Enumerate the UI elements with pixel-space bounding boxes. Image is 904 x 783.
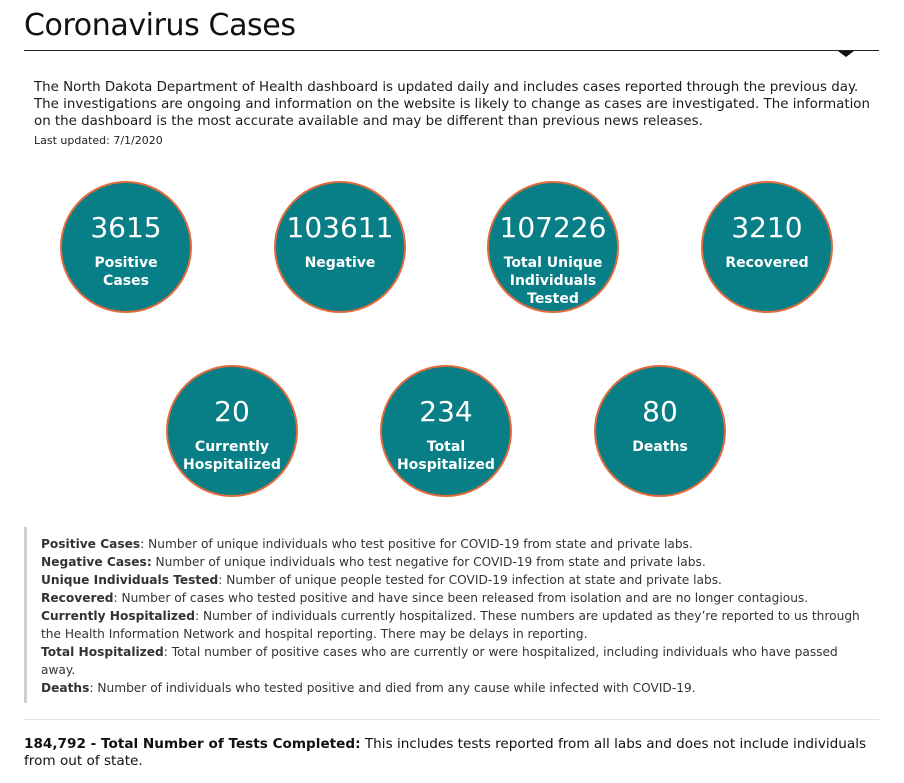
stat-positive-cases [60,181,192,313]
definition-text: : Number of individuals who tested positive and died from any cause while infected with COVID-19. [89,681,696,695]
stat-value: 3615 [90,211,162,244]
total-tests-label: 184,792 - Total Number of Tests Completed: [24,736,361,752]
stat-label: Deaths [632,439,688,455]
stat-value: 80 [642,395,678,428]
stat-label: Currently Hospitalized [183,439,281,473]
stat-value: 103611 [286,211,394,244]
page-title: Coronavirus Cases [24,8,296,43]
definition-term: Total Hospitalized [41,645,164,659]
definition-text: : Number of unique individuals who test positive for COVID-19 from state and private labs. [140,537,693,551]
stat-total-hospitalized [380,365,512,497]
definition-term: Recovered [41,591,114,605]
stat-label: Negative [304,255,376,271]
definition-recovered [41,589,874,607]
stat-total-unique-tested [487,181,619,313]
definition-total-hospitalized [41,643,874,679]
definition-text: : Number of cases who tested positive and have since been released from isolation and are no longer contagious. [113,591,809,605]
last-updated: Last updated: 7/1/2020 [34,134,163,147]
stat-label: Positive Cases [94,255,158,289]
total-tests-summary [24,736,879,770]
definition-text: : Total number of positive cases who are currently or were hospitalized, including individuals who have passed away. [41,645,838,677]
stat-value: 107226 [499,211,607,244]
stat-value: 234 [419,395,473,428]
definition-text: : Number of individuals currently hospitalized. These numbers are updated as they’re reported to us through the Health Information Network and hospital reporting. There may be delays in reporting. [41,609,860,641]
stat-deaths [594,365,726,497]
caret-down-icon [838,51,854,57]
definitions-blockquote [24,527,874,703]
section-divider [24,719,879,720]
total-tests-text: This includes tests reported from all labs and does not include individuals from out of state. [24,736,867,769]
stat-negative [274,181,406,313]
title-divider [24,50,879,51]
stat-value: 3210 [731,211,803,244]
stat-label: Total Hospitalized [397,439,495,473]
stat-label: Recovered [725,255,809,271]
intro-paragraph: The North Dakota Department of Health dashboard is updated daily and includes cases reported through the previous day. The investigations are ongoing and information on the website is likely to change as cases are investigated. The information on the dashboard is the most accurate available and may be different than previous news releases. [34,80,870,129]
definition-term: Currently Hospitalized [41,609,195,623]
stat-currently-hospitalized [166,365,298,497]
definition-deaths [41,679,874,697]
definition-negative-cases [41,553,874,571]
definition-text: : Number of unique people tested for COVID-19 infection at state and private labs. [218,573,722,587]
definition-positive-cases [41,535,874,553]
definition-term: Deaths [41,681,90,695]
definition-term: Positive Cases [41,537,141,551]
definition-term: Unique Individuals Tested [41,573,219,587]
definition-currently-hospitalized [41,607,874,643]
definition-text: Number of unique individuals who test negative for COVID-19 from state and private labs. [151,555,706,569]
stat-value: 20 [214,395,250,428]
definition-unique-tested [41,571,874,589]
definition-term: Negative Cases: [41,555,152,569]
stat-label: Total Unique Individuals Tested [503,255,603,307]
stat-recovered [701,181,833,313]
